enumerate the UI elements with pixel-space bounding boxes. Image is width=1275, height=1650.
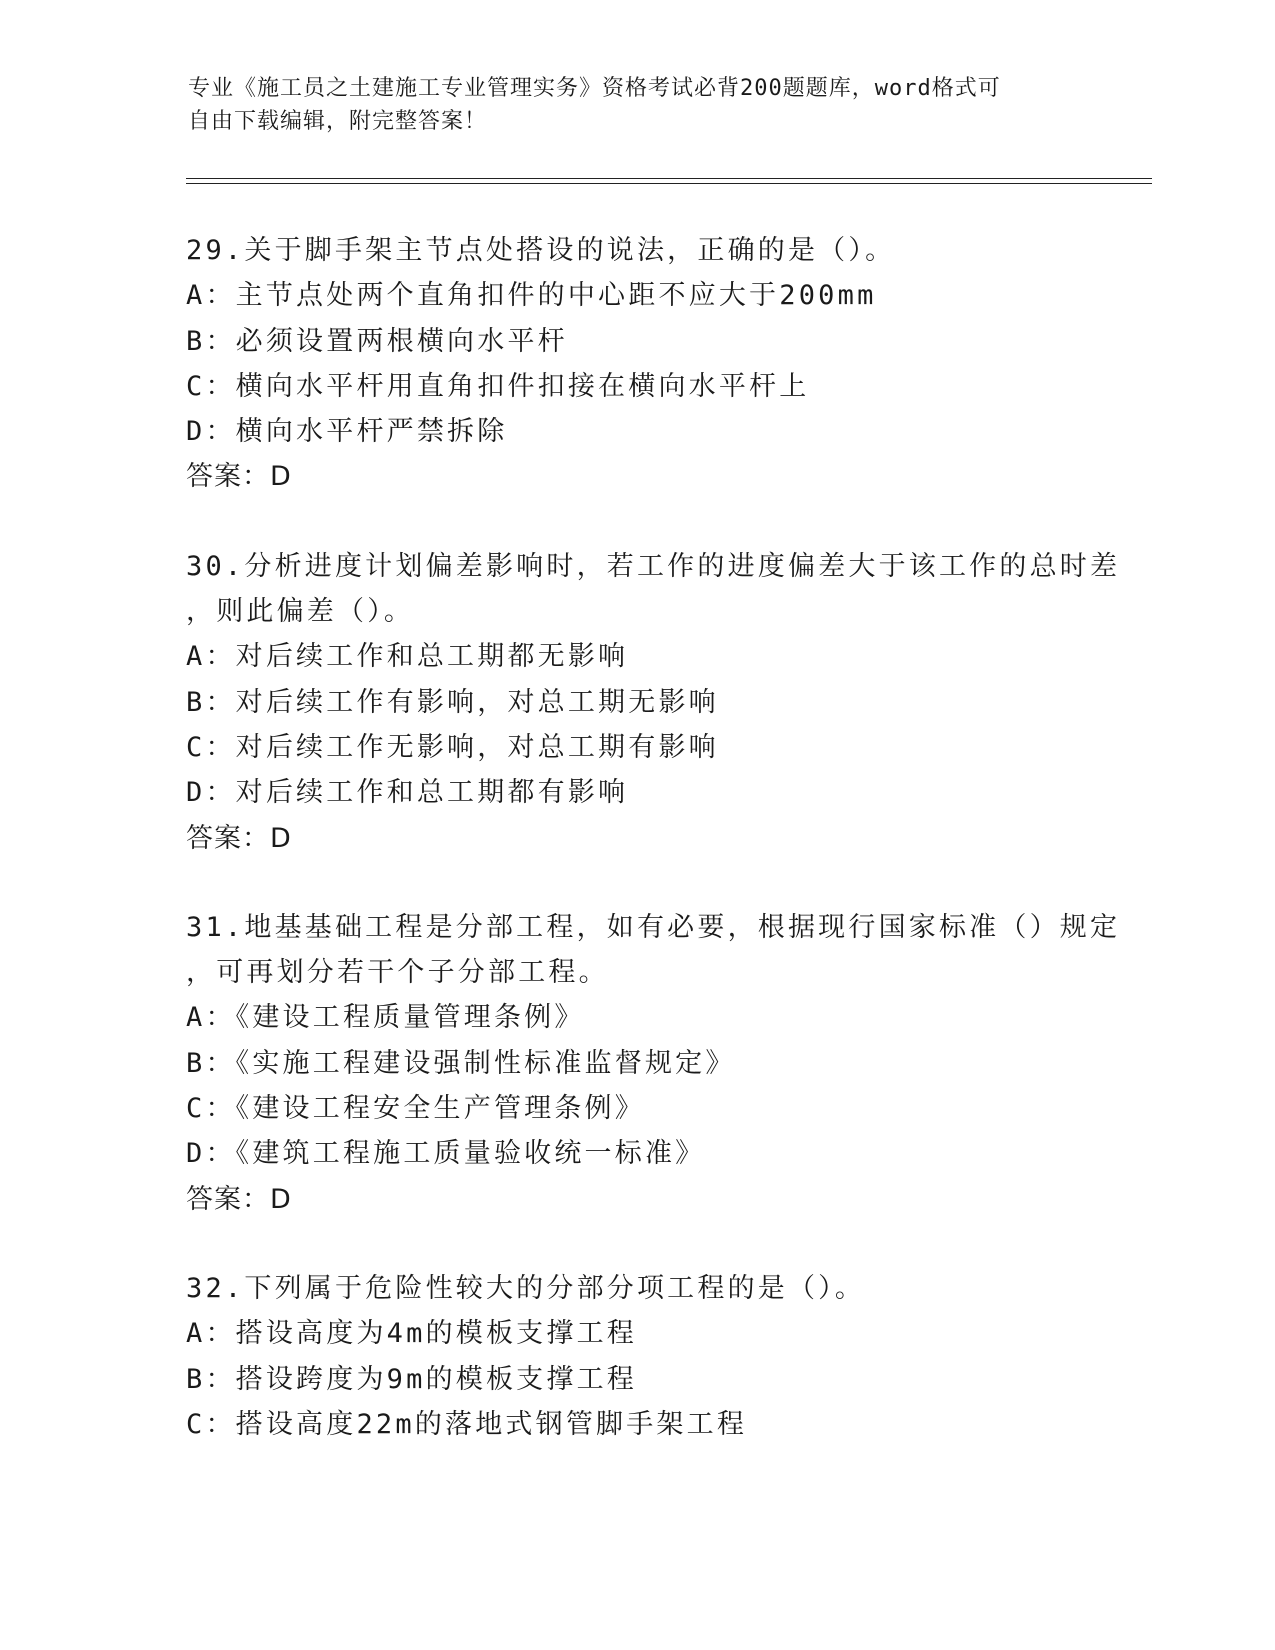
option-a: A：《建设工程质量管理条例》 bbox=[186, 1002, 585, 1034]
option-d: D：《建筑工程施工质量验收统一标准》 bbox=[186, 1138, 706, 1170]
option-c: C：横向水平杆用直角扣件扣接在横向水平杆上 bbox=[186, 370, 810, 402]
option-b: B：必须设置两根横向水平杆 bbox=[186, 325, 568, 357]
question-stem-continued: ，可再划分若干个子分部工程。 bbox=[186, 957, 609, 989]
question-stem: 31.地基基础工程是分部工程，如有必要，根据现行国家标准（）规定 bbox=[186, 911, 1121, 943]
option-d: D：横向水平杆严禁拆除 bbox=[186, 416, 508, 448]
option-c: C：对后续工作无影响，对总工期有影响 bbox=[186, 731, 719, 763]
header-line-1: 专业《施工员之土建施工专业管理实务》资格考试必背200题题库，word格式可 bbox=[188, 76, 1001, 101]
option-a: A：主节点处两个直角扣件的中心距不应大于200mm bbox=[186, 280, 877, 312]
option-c: C：《建设工程安全生产管理条例》 bbox=[186, 1093, 645, 1125]
question-29 bbox=[186, 228, 1086, 500]
option-a: A：搭设高度为4m的模板支撑工程 bbox=[186, 1318, 637, 1350]
document-header bbox=[188, 72, 1088, 138]
answer-text: 答案：D bbox=[186, 822, 292, 854]
question-stem: 32.下列属于危险性较大的分部分项工程的是（）。 bbox=[186, 1272, 866, 1304]
question-list bbox=[186, 228, 1121, 1447]
option-d: D：对后续工作和总工期都有影响 bbox=[186, 777, 629, 809]
question-32 bbox=[186, 1266, 1086, 1447]
header-divider-top bbox=[186, 178, 1152, 179]
question-stem: 29.关于脚手架主节点处搭设的说法，正确的是（）。 bbox=[186, 235, 896, 266]
question-30 bbox=[186, 544, 1121, 861]
option-b: B：搭设跨度为9m的模板支撑工程 bbox=[186, 1363, 637, 1395]
option-a: A：对后续工作和总工期都无影响 bbox=[186, 641, 629, 673]
option-b: B：《实施工程建设强制性标准监督规定》 bbox=[186, 1047, 736, 1079]
header-line-2: 自由下载编辑，附完整答案！ bbox=[188, 109, 488, 134]
question-stem: 30.分析进度计划偏差影响时，若工作的进度偏差大于该工作的总时差 bbox=[186, 550, 1121, 582]
answer-text: 答案：D bbox=[186, 1183, 292, 1215]
question-31 bbox=[186, 905, 1121, 1222]
option-c: C：搭设高度22m的落地式钢管脚手架工程 bbox=[186, 1408, 748, 1440]
option-b: B：对后续工作有影响，对总工期无影响 bbox=[186, 686, 719, 718]
header-divider-bottom bbox=[186, 183, 1152, 184]
answer-text: 答案：D bbox=[186, 461, 292, 493]
question-stem-continued: ，则此偏差（）。 bbox=[186, 596, 415, 628]
